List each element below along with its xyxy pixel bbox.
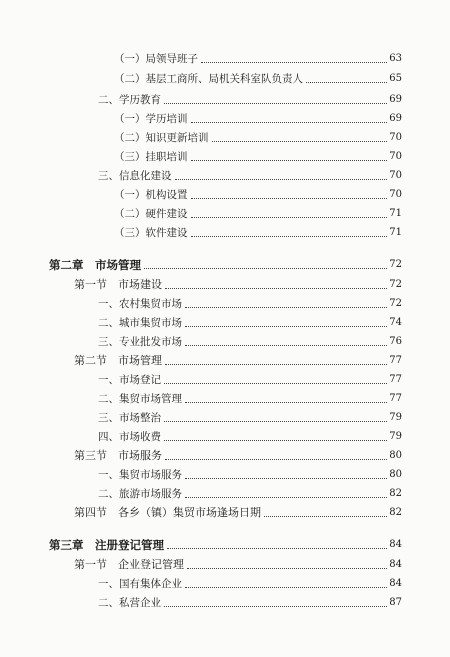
toc-page-number: 72 — [389, 279, 402, 290]
toc-section-entry[interactable] — [74, 276, 402, 292]
dot-leader — [191, 121, 388, 123]
toc-entry[interactable] — [98, 575, 402, 591]
toc-entry-title: （一）机构设置 — [114, 189, 188, 201]
toc-entry-title: （二）硬件建设 — [114, 208, 188, 220]
toc-entry-title: 三、信息化建设 — [98, 170, 172, 182]
toc-chapter-entry[interactable] — [49, 536, 402, 552]
toc-entry[interactable] — [98, 167, 402, 183]
toc-entry-title: （二）基层工商所、局机关科室队负责人 — [114, 73, 303, 85]
toc-entry-title: 二、集贸市场管理 — [98, 393, 182, 405]
dot-leader — [164, 382, 387, 384]
toc-entry[interactable] — [114, 129, 402, 145]
toc-entry-title: （二）知识更新培训 — [114, 132, 209, 144]
dot-leader — [165, 363, 387, 365]
toc-page-number: 84 — [389, 559, 402, 570]
toc-page-number: 77 — [389, 374, 402, 385]
toc-chapter-title: 第二章 市场管理 — [49, 258, 141, 272]
toc-entry[interactable] — [114, 70, 402, 86]
toc-page-number: 82 — [389, 488, 402, 499]
toc-entry-title: 一、市场登记 — [98, 374, 161, 386]
toc-entry-title: （一）局领导班子 — [114, 53, 198, 65]
dot-leader — [185, 325, 387, 327]
toc-entry-title: （三）挂职培训 — [114, 151, 188, 163]
dot-leader — [187, 567, 387, 569]
toc-entry-title: 三、专业批发市场 — [98, 336, 182, 348]
dot-leader — [165, 458, 387, 460]
toc-entry[interactable] — [98, 390, 402, 406]
toc-section-entry[interactable] — [74, 556, 402, 572]
toc-page-number: 87 — [389, 597, 402, 608]
toc-page-number: 80 — [389, 469, 402, 480]
toc-section-title: 第一节 企业登记管理 — [74, 558, 184, 571]
toc-page-number: 69 — [389, 94, 402, 105]
toc-entry-title: （一）学历培训 — [114, 113, 188, 125]
dot-leader — [167, 547, 387, 549]
toc-page-number: 77 — [389, 393, 402, 404]
toc-page-number: 84 — [389, 578, 402, 589]
dot-leader — [164, 420, 387, 422]
toc-page-number: 74 — [389, 317, 402, 328]
toc-chapter-title: 第三章 注册登记管理 — [49, 538, 164, 552]
dot-leader — [175, 178, 388, 180]
toc-section-entry[interactable] — [74, 447, 402, 463]
dot-leader — [144, 267, 387, 269]
toc-page-number: 79 — [389, 412, 402, 423]
toc-page-number: 63 — [389, 53, 402, 64]
dot-leader — [185, 306, 387, 308]
toc-entry[interactable] — [98, 91, 402, 107]
toc-entry-title: 一、农村集贸市场 — [98, 298, 182, 310]
toc-entry[interactable] — [98, 428, 402, 444]
toc-entry[interactable] — [98, 314, 402, 330]
toc-entry[interactable] — [114, 224, 402, 240]
toc-section-title: 第三节 市场服务 — [74, 449, 162, 462]
dot-leader — [212, 140, 388, 142]
dot-leader — [191, 197, 388, 199]
toc-page-number: 72 — [389, 259, 402, 270]
toc-entry[interactable] — [114, 110, 402, 126]
toc-page-number: 70 — [389, 151, 402, 162]
toc-entry-title: 二、旅游市场服务 — [98, 488, 182, 500]
toc-entry-title: 三、市场整治 — [98, 412, 161, 424]
toc-entry[interactable] — [114, 148, 402, 164]
toc-entry[interactable] — [98, 333, 402, 349]
toc-page-number: 79 — [389, 431, 402, 442]
dot-leader — [191, 159, 388, 161]
toc-entry-title: 四、市场收费 — [98, 431, 161, 443]
toc-page-number: 72 — [389, 298, 402, 309]
toc-page-number: 77 — [389, 355, 402, 366]
dot-leader — [164, 439, 387, 441]
toc-entry-title: 二、私营企业 — [98, 597, 161, 609]
toc-section-title: 第二节 市场管理 — [74, 354, 162, 367]
toc-entry[interactable] — [98, 409, 402, 425]
dot-leader — [165, 287, 387, 289]
toc-section-entry[interactable] — [74, 504, 402, 520]
toc-page-number: 71 — [389, 208, 402, 219]
dot-leader — [185, 401, 387, 403]
dot-leader — [164, 605, 387, 607]
dot-leader — [191, 216, 388, 218]
toc-entry[interactable] — [114, 186, 402, 202]
toc-entry[interactable] — [114, 205, 402, 221]
toc-entry[interactable] — [98, 594, 402, 610]
dot-leader — [185, 496, 387, 498]
toc-entry[interactable] — [98, 485, 402, 501]
dot-leader — [191, 235, 388, 237]
toc-page-number: 69 — [389, 113, 402, 124]
toc-entry-title: （三）软件建设 — [114, 227, 188, 239]
dot-leader — [185, 344, 387, 346]
toc-page-number: 84 — [389, 539, 402, 550]
dot-leader — [201, 61, 387, 63]
dot-leader — [164, 102, 387, 104]
dot-leader — [185, 586, 387, 588]
toc-page-number: 70 — [389, 170, 402, 181]
toc-page-number: 70 — [389, 189, 402, 200]
dot-leader — [306, 81, 387, 83]
toc-chapter-entry[interactable] — [49, 256, 402, 272]
toc-entry-title: 二、城市集贸市场 — [98, 317, 182, 329]
toc-entry-title: 二、学历教育 — [98, 94, 161, 106]
toc-page-number: 82 — [389, 507, 402, 518]
toc-section-title: 第一节 市场建设 — [74, 278, 162, 291]
toc-page-number: 70 — [389, 132, 402, 143]
toc-section-entry[interactable] — [74, 352, 402, 368]
toc-entry[interactable] — [114, 50, 402, 66]
toc-entry[interactable] — [98, 295, 402, 311]
dot-leader — [264, 515, 387, 517]
toc-entry[interactable] — [98, 466, 402, 482]
toc-page-number: 80 — [389, 450, 402, 461]
toc-entry-title: 一、国有集体企业 — [98, 578, 182, 590]
toc-page-number: 71 — [389, 227, 402, 238]
toc-entry-title: 一、集贸市场服务 — [98, 469, 182, 481]
toc-section-title: 第四节 各乡（镇）集贸市场逢场日期 — [74, 506, 261, 519]
toc-page-number: 65 — [389, 73, 402, 84]
toc-entry[interactable] — [98, 371, 402, 387]
dot-leader — [185, 477, 387, 479]
toc-page-number: 76 — [389, 336, 402, 347]
